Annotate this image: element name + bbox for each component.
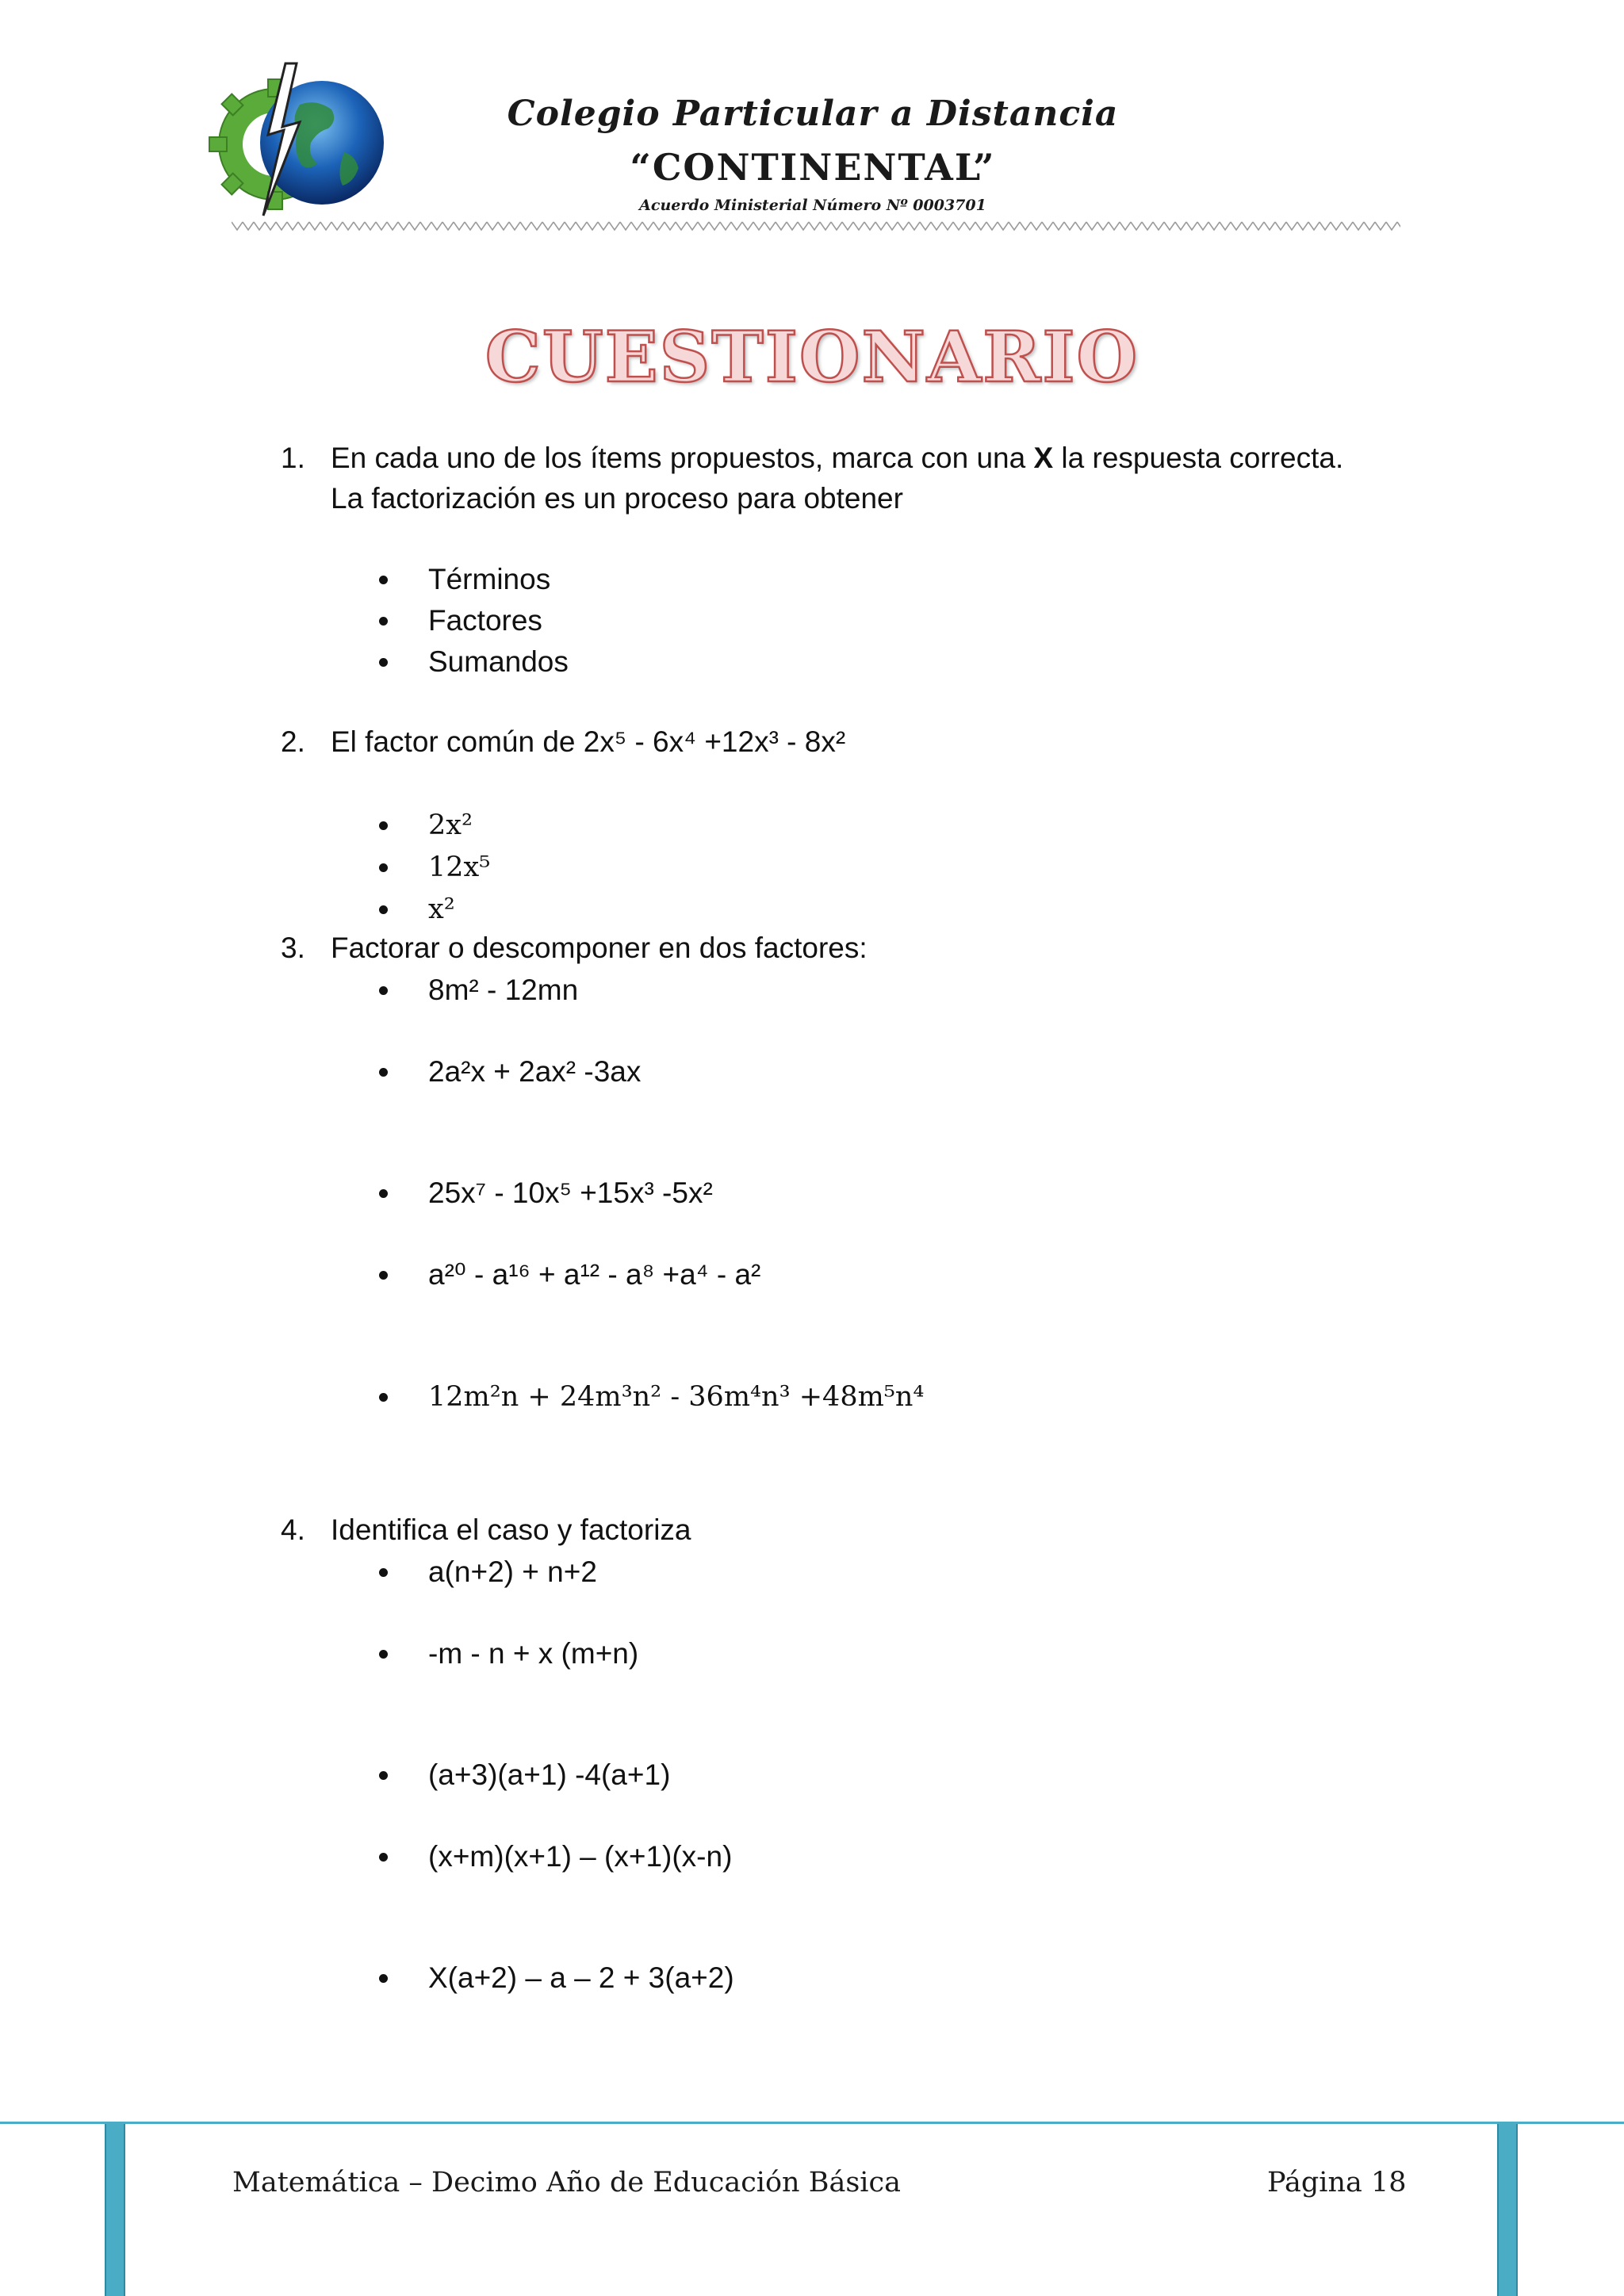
school-name: Colegio Particular a Distancia	[507, 94, 1119, 134]
page-title: CUESTIONARIO	[485, 316, 1139, 398]
question-1	[281, 438, 1343, 479]
option-text: Términos	[428, 563, 551, 595]
bullet-icon	[379, 905, 388, 914]
question-4	[281, 1510, 691, 1551]
bullet-icon	[379, 1271, 388, 1280]
question-text: El factor común de 2x⁵ - 6x⁴ +12x³ - 8x²	[331, 725, 846, 758]
option-text: 12m²n + 24m³n² - 36m⁴n³ +48m⁵n⁴	[428, 1381, 925, 1413]
bullet-icon	[379, 1771, 388, 1780]
footer-accent-bar-left	[105, 2124, 125, 2296]
footer-page-number: Página 18	[1267, 2167, 1407, 2198]
school-logo	[205, 57, 395, 224]
bullet-icon	[379, 1568, 388, 1577]
bullet-icon	[379, 863, 388, 872]
option-text: 2a²x + 2ax² -3ax	[428, 1055, 642, 1088]
option-text: (a+3)(a+1) -4(a+1)	[428, 1758, 671, 1791]
school-quote: “CONTINENTAL”	[630, 146, 996, 189]
option-text: Sumandos	[428, 645, 569, 678]
option-text: X(a+2) – a – 2 + 3(a+2)	[428, 1961, 734, 1994]
question-2	[281, 721, 845, 763]
question-text: Factorar o descomponer en dos factores:	[331, 932, 868, 964]
footer-divider	[0, 2122, 1624, 2124]
footer-accent-bar-right	[1497, 2124, 1518, 2296]
bullet-icon	[379, 1650, 388, 1659]
bullet-icon	[379, 1068, 388, 1077]
bullet-icon	[379, 821, 388, 830]
question-number: 2.	[281, 725, 305, 758]
option-text: a²⁰ - a¹⁶ + a¹² - a⁸ +a⁴ - a²	[428, 1258, 761, 1291]
bullet-icon	[379, 986, 388, 995]
option-text: 8m² - 12mn	[428, 974, 579, 1006]
question-number: 3.	[281, 932, 305, 964]
bullet-icon	[379, 576, 388, 584]
question-text: la respuesta correcta.	[1053, 442, 1344, 474]
question-bold-mark: X	[1033, 442, 1054, 474]
question-number: 4.	[281, 1513, 305, 1546]
bullet-icon	[379, 1853, 388, 1862]
header-divider	[232, 220, 1400, 232]
footer-course-title: Matemática – Decimo Año de Educación Básica	[232, 2167, 901, 2198]
ministerial-agreement: Acuerdo Ministerial Número Nº 0003701	[639, 197, 986, 214]
question-text: Identifica el caso y factoriza	[331, 1513, 691, 1546]
question-text: En cada uno de los ítems propuestos, marca con una	[331, 442, 1034, 474]
option-text: a(n+2) + n+2	[428, 1556, 597, 1588]
option-text: (x+m)(x+1) – (x+1)(x-n)	[428, 1840, 733, 1873]
option-text: 12x⁵	[428, 851, 491, 883]
question-1-subtext: La factorización es un proceso para obtener	[331, 482, 903, 515]
option-text: -m - n + x (m+n)	[428, 1637, 639, 1670]
question-3	[281, 928, 868, 969]
option-text: 2x²	[428, 809, 473, 841]
bullet-icon	[379, 1393, 388, 1402]
bullet-icon	[379, 1189, 388, 1198]
bullet-icon	[379, 658, 388, 667]
option-text: 25x⁷ - 10x⁵ +15x³ -5x²	[428, 1177, 713, 1209]
option-text: Factores	[428, 604, 542, 637]
option-text: x²	[428, 894, 455, 925]
question-number: 1.	[281, 442, 305, 474]
bullet-icon	[379, 617, 388, 626]
bullet-icon	[379, 1974, 388, 1983]
